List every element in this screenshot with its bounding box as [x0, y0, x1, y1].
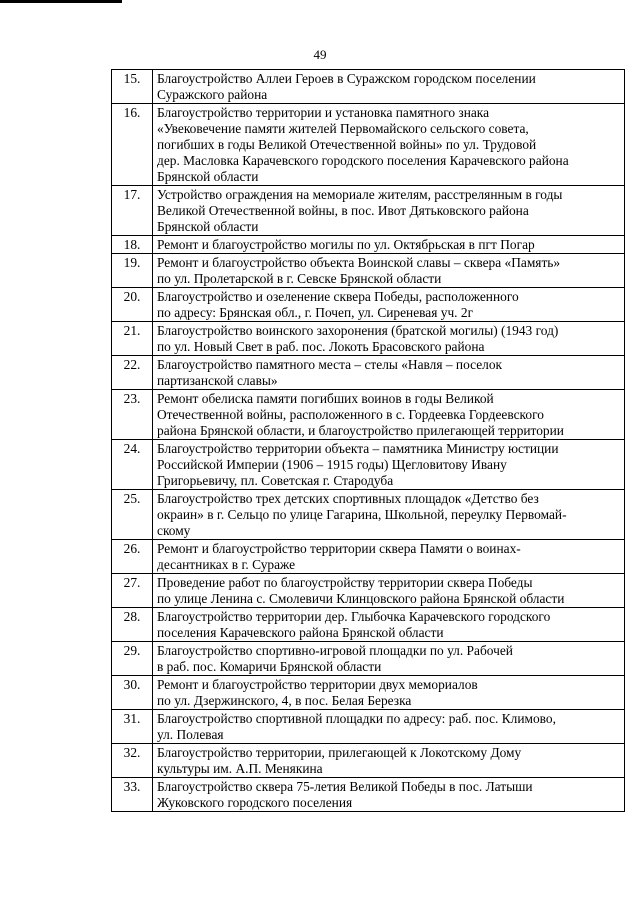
description-line: по ул. Дзержинского, 4, в пос. Белая Березка: [157, 693, 412, 708]
description-line: погибших в годы Великой Отечественной войны» по ул. Трудовой: [157, 137, 537, 152]
description-line: «Увековечение памяти жителей Первомайского сельского совета,: [157, 121, 529, 136]
table-row: [112, 710, 625, 744]
header-rule: [0, 0, 122, 3]
description-line: Ремонт и благоустройство объекта Воинской славы – сквера «Память»: [157, 255, 561, 270]
table-row: [112, 490, 625, 540]
description-line: района Брянской области, и благоустройство прилегающей территории: [157, 423, 564, 438]
description-line: Благоустройство Аллеи Героев в Суражском городском поселении: [157, 71, 536, 86]
description-line: Суражского района: [157, 87, 268, 102]
row-number: 17.: [112, 186, 153, 236]
description-line: Благоустройство воинского захоронения (братской могилы) (1943 год): [157, 323, 559, 338]
description-line: Благоустройство территории, прилегающей к Локотскому Дому: [157, 745, 522, 760]
row-description: [153, 236, 625, 254]
row-description: [153, 288, 625, 322]
row-description: [153, 574, 625, 608]
description-line: партизанской славы»: [157, 373, 278, 388]
row-number: 30.: [112, 676, 153, 710]
description-line: поселения Карачевского района Брянской области: [157, 625, 444, 640]
description-line: ул. Полевая: [157, 727, 224, 742]
description-line: Ремонт обелиска памяти погибших воинов в годы Великой: [157, 391, 494, 406]
description-line: Проведение работ по благоустройству территории сквера Победы: [157, 575, 533, 590]
row-description: [153, 676, 625, 710]
row-description: [153, 356, 625, 390]
description-line: дер. Масловка Карачевского городского поселения Карачевского района: [157, 153, 569, 168]
row-number: 19.: [112, 254, 153, 288]
description-line: Отечественной войны, расположенного в с. Гордеевка Гордеевского: [157, 407, 544, 422]
table-row: [112, 540, 625, 574]
description-line: Благоустройство территории и установка памятного знака: [157, 105, 490, 120]
page-number: 49: [313, 47, 327, 62]
table-row: [112, 322, 625, 356]
row-description: [153, 490, 625, 540]
row-number: 31.: [112, 710, 153, 744]
description-line: Ремонт и благоустройство территории двух мемориалов: [157, 677, 478, 692]
description-line: культуры им. А.П. Менякина: [157, 761, 323, 776]
row-number: 27.: [112, 574, 153, 608]
table-row: [112, 288, 625, 322]
row-number: 26.: [112, 540, 153, 574]
description-line: Благоустройство спортивной площадки по адресу: раб. пос. Климово,: [157, 711, 556, 726]
description-line: Устройство ограждения на мемориале жителям, расстрелянным в годы: [157, 187, 563, 202]
description-line: Брянской области: [157, 219, 259, 234]
table-row: [112, 642, 625, 676]
description-line: Ремонт и благоустройство могилы по ул. Октябрьская в пгт Погар: [157, 237, 535, 252]
row-number: 18.: [112, 236, 153, 254]
row-description: [153, 186, 625, 236]
row-number: 23.: [112, 390, 153, 440]
description-line: окраин» в г. Сельцо по улице Гагарина, Школьной, переулку Первомай-: [157, 507, 567, 522]
description-line: Российской Империи (1906 – 1915 годы) Щегловитову Ивану: [157, 457, 507, 472]
table-row: [112, 744, 625, 778]
description-line: десантниках в г. Сураже: [157, 557, 296, 572]
row-description: [153, 540, 625, 574]
projects-table: [111, 69, 625, 812]
description-line: Благоустройство памятного места – стелы «Навля – поселок: [157, 357, 503, 372]
table-row: [112, 356, 625, 390]
table-row: [112, 778, 625, 812]
description-line: Благоустройство территории дер. Глыбочка Карачевского городского: [157, 609, 551, 624]
description-line: Брянской области: [157, 169, 259, 184]
row-description: [153, 254, 625, 288]
row-description: [153, 104, 625, 186]
description-line: Благоустройство сквера 75-летия Великой Победы в пос. Латыши: [157, 779, 533, 794]
description-line: Благоустройство территории объекта – памятника Министру юстиции: [157, 441, 559, 456]
row-number: 21.: [112, 322, 153, 356]
description-line: Великой Отечественной войны, в пос. Ивот Дятьковского района: [157, 203, 529, 218]
description-line: Жуковского городского поселения: [157, 795, 353, 810]
row-number: 25.: [112, 490, 153, 540]
description-line: по ул. Пролетарской в г. Севске Брянской области: [157, 271, 442, 286]
row-description: [153, 70, 625, 104]
table-row: [112, 440, 625, 490]
description-line: Благоустройство и озеленение сквера Победы, расположенного: [157, 289, 519, 304]
table-row: [112, 676, 625, 710]
row-number: 29.: [112, 642, 153, 676]
description-line: Благоустройство спортивно-игровой площадки по ул. Рабочей: [157, 643, 513, 658]
table-row: [112, 574, 625, 608]
description-line: скому: [157, 523, 191, 538]
row-description: [153, 710, 625, 744]
description-line: Благоустройство трех детских спортивных площадок «Детство без: [157, 491, 539, 506]
description-line: по адресу: Брянская обл., г. Почеп, ул. Сиреневая уч. 2г: [157, 305, 474, 320]
row-description: [153, 642, 625, 676]
table-body: [112, 70, 625, 812]
row-number: 20.: [112, 288, 153, 322]
description-line: по улице Ленина с. Смолевичи Клинцовского района Брянской области: [157, 591, 565, 606]
row-description: [153, 440, 625, 490]
table-row: [112, 104, 625, 186]
table-row: [112, 236, 625, 254]
row-description: [153, 778, 625, 812]
table-row: [112, 70, 625, 104]
table-row: [112, 608, 625, 642]
row-number: 33.: [112, 778, 153, 812]
row-number: 28.: [112, 608, 153, 642]
table-row: [112, 186, 625, 236]
row-description: [153, 390, 625, 440]
row-number: 16.: [112, 104, 153, 186]
description-line: в раб. пос. Комаричи Брянской области: [157, 659, 382, 674]
table-row: [112, 390, 625, 440]
row-description: [153, 608, 625, 642]
row-number: 32.: [112, 744, 153, 778]
row-number: 24.: [112, 440, 153, 490]
row-number: 15.: [112, 70, 153, 104]
row-number: 22.: [112, 356, 153, 390]
row-description: [153, 744, 625, 778]
description-line: Ремонт и благоустройство территории сквера Памяти о воинах-: [157, 541, 521, 556]
description-line: Григорьевичу, пл. Советская г. Стародуба: [157, 473, 394, 488]
row-description: [153, 322, 625, 356]
description-line: по ул. Новый Свет в раб. пос. Локоть Брасовского района: [157, 339, 485, 354]
table-row: [112, 254, 625, 288]
